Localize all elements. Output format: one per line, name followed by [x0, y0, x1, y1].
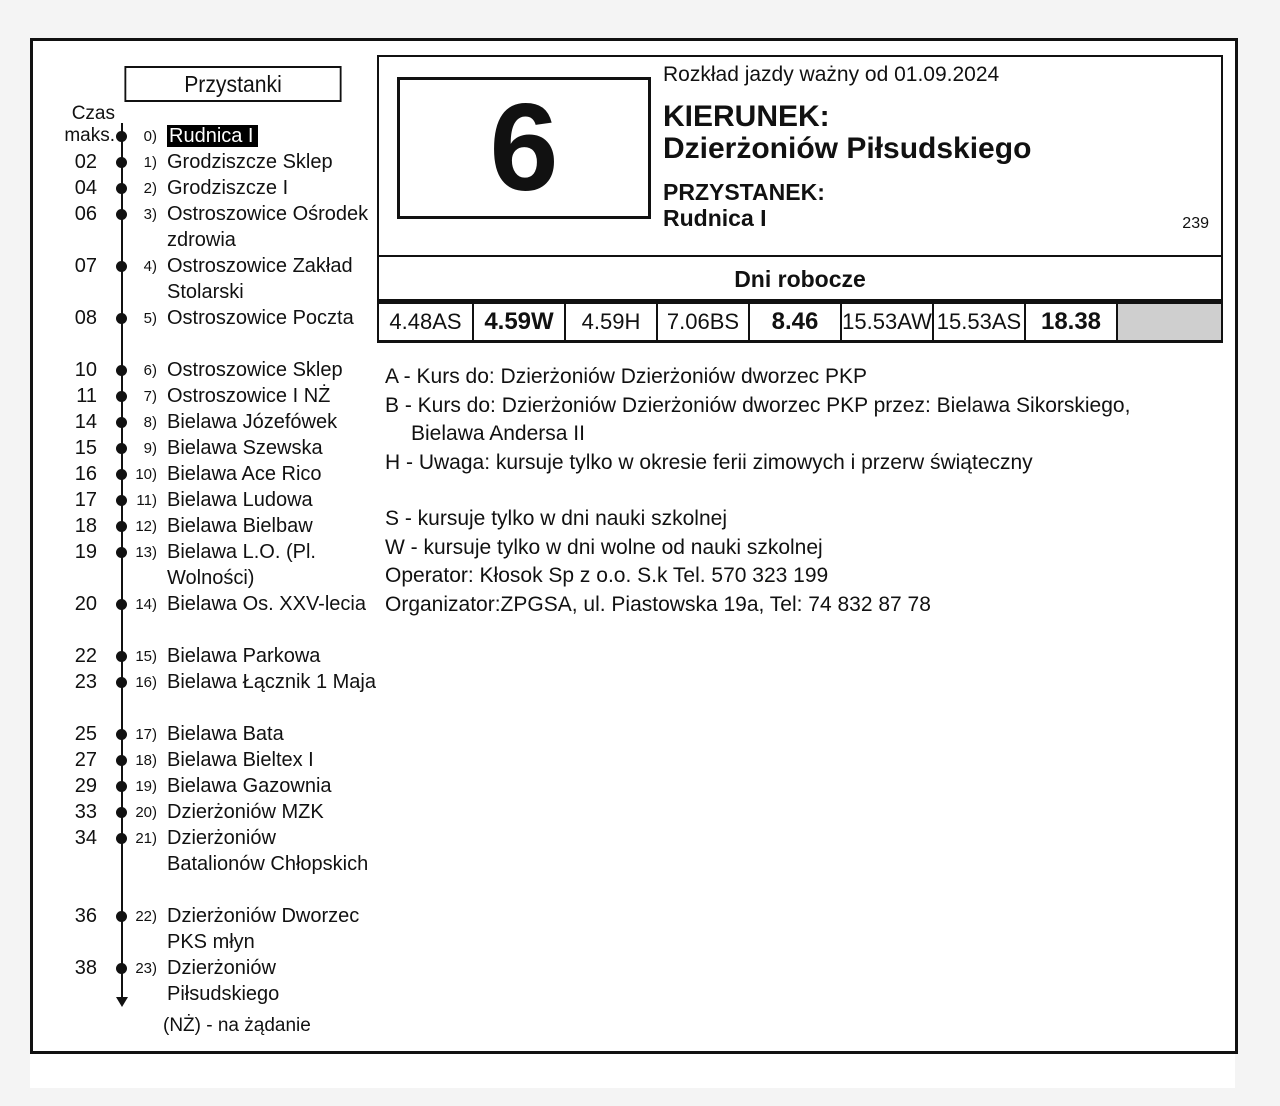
timetable-frame: [30, 38, 1238, 1054]
departure-time: 7.06BS: [658, 304, 750, 340]
stop-number: 1): [143, 154, 157, 171]
stop-time: 10: [74, 359, 97, 381]
departure-empty-cell: [1118, 304, 1221, 340]
stop-time: 04: [74, 177, 97, 199]
stop-name: Ostroszowice Ośrodek zdrowia: [167, 203, 369, 251]
stop-number: 21): [135, 830, 157, 847]
stop-time: 18: [74, 515, 97, 537]
direction-value: Dzierżoniów Piłsudskiego: [663, 132, 1032, 165]
stop-number: 6): [143, 362, 157, 379]
stop-name: Bielawa Łącznik 1 Maja: [167, 671, 376, 693]
stop-number: 23): [135, 960, 157, 977]
note-a: A - Kurs do: Dzierżoniów Dzierżoniów dworzec PKP: [385, 365, 868, 388]
stop-name: Ostroszowice Poczta: [167, 307, 354, 329]
stop-name: Dzierżoniów Dworzec PKS młyn: [167, 905, 360, 953]
stop-name: Bielawa Józefówek: [167, 411, 338, 433]
day-type: Dni robocze: [377, 257, 1223, 301]
max-time-label-line1: Czas: [71, 103, 115, 124]
stop-dot-icon: [116, 911, 127, 922]
departure-time: 18.38: [1026, 304, 1118, 340]
note-w: W - kursuje tylko w dni wolne od nauki szkolnej: [385, 535, 823, 559]
stop-number: 20): [135, 804, 157, 821]
stop-name: Bielawa Bieltex I: [167, 749, 314, 771]
notes-gap: [385, 477, 1215, 505]
stop-dot-icon: [116, 781, 127, 792]
stop-dot-icon: [116, 963, 127, 974]
departure-time: 4.48AS: [379, 304, 474, 340]
stops-header: Przystanki: [124, 66, 341, 102]
stop-time: 23: [74, 671, 97, 693]
note-b: B - Kurs do: Dzierżoniów Dzierżoniów dworzec PKP przez: Bielawa Sikorskiego,: [385, 393, 1131, 417]
stop-dot-icon: [116, 729, 127, 740]
operator-info: Operator: Kłosok Sp z o.o. S.k Tel. 570 323 199: [385, 564, 829, 587]
stop-time: 38: [74, 957, 97, 979]
stop-time: 16: [74, 463, 97, 485]
stop-number: 8): [143, 414, 157, 431]
stop-dot-icon: [116, 417, 127, 428]
stop-number: 12): [135, 518, 157, 535]
stop-dot-icon: [116, 157, 127, 168]
stop-name: Grodziszcze I: [167, 177, 289, 199]
valid-from: Rozkład jazdy ważny od 01.09.2024: [663, 63, 1000, 86]
timetable-header: [377, 55, 1223, 257]
stop-name: Dzierżoniów Batalionów Chłopskich: [167, 827, 369, 875]
stop-time: 15: [74, 437, 97, 459]
departure-time: 8.46: [750, 304, 842, 340]
stop-dot-icon: [116, 313, 127, 324]
stop-name: Bielawa Ludowa: [167, 489, 313, 511]
stop-time: 34: [74, 827, 97, 849]
stop-number: 11): [136, 492, 157, 509]
stop-name: Ostroszowice Zakład Stolarski: [167, 255, 353, 303]
stop-number: 10): [135, 466, 157, 483]
departure-time: 4.59W: [474, 304, 566, 340]
note-h: H - Uwaga: kursuje tylko w okresie ferii zimowych i przerw świąteczny: [385, 450, 1033, 474]
departures-row: [377, 301, 1223, 343]
line-number: 6: [397, 77, 651, 219]
stop-dot-icon: [116, 547, 127, 558]
stop-number: 13): [135, 544, 157, 561]
departure-time: 4.59H: [566, 304, 658, 340]
stop-name: Bielawa Bielbaw: [167, 515, 313, 537]
route-line: [121, 123, 123, 1003]
stop-time: 14: [74, 411, 97, 433]
stop-name: Bielawa L.O. (Pl. Wolności): [167, 541, 316, 589]
stop-time: 29: [74, 775, 97, 797]
route-arrow-icon: [116, 997, 128, 1007]
stop-name: Rudnica I: [167, 125, 258, 147]
stop-time: 25: [74, 723, 97, 745]
stop-dot-icon: [116, 495, 127, 506]
direction-label: KIERUNEK:: [663, 100, 830, 133]
notes: [385, 363, 1215, 619]
stop-number: 7): [143, 388, 157, 405]
stop-dot-icon: [116, 131, 127, 142]
stop-dot-icon: [116, 651, 127, 662]
stop-name: Bielawa Parkowa: [167, 645, 321, 667]
stop-time: 27: [74, 749, 97, 771]
stop-dot-icon: [116, 443, 127, 454]
max-time-label: [55, 103, 115, 147]
stop-time: 17: [74, 489, 97, 511]
stop-label: PRZYSTANEK:: [663, 179, 825, 205]
stop-dot-icon: [116, 833, 127, 844]
stop-name: Dzierżoniów Piłsudskiego: [167, 957, 280, 1005]
stop-time: 36: [74, 905, 97, 927]
note-s: S - kursuje tylko w dni nauki szkolnej: [385, 507, 727, 530]
stop-dot-icon: [116, 677, 127, 688]
stop-time: 08: [74, 307, 97, 329]
stop-time: 07: [74, 255, 97, 277]
max-time-label-line2: maks.: [64, 125, 115, 146]
stop-number: 17): [135, 726, 157, 743]
stop-name: Bielawa Bata: [167, 723, 284, 745]
stop-time: 06: [74, 203, 97, 225]
stop-name: Dzierżoniów MZK: [167, 801, 324, 823]
stop-dot-icon: [116, 261, 127, 272]
stop-value: Rudnica I: [663, 205, 767, 231]
stop-time: 33: [74, 801, 97, 823]
stop-number: 3): [143, 206, 157, 223]
timetable-page: [30, 38, 1235, 1088]
stop-dot-icon: [116, 807, 127, 818]
stop-number: 4): [143, 258, 157, 275]
stop-dot-icon: [116, 599, 127, 610]
stop-name: Ostroszowice I NŻ: [167, 385, 331, 407]
stop-name: Grodziszcze Sklep: [167, 151, 333, 173]
stop-number: 2): [143, 180, 157, 197]
stop-number: 18): [135, 752, 157, 769]
stop-name: Bielawa Szewska: [167, 437, 323, 459]
stop-number: 15): [135, 648, 157, 665]
stop-dot-icon: [116, 209, 127, 220]
stop-number: 5): [143, 310, 157, 327]
stop-number: 19): [135, 778, 157, 795]
stop-dot-icon: [116, 365, 127, 376]
departure-time: 15.53AS: [934, 304, 1026, 340]
stop-dot-icon: [116, 183, 127, 194]
note-b-continued: Bielawa Andersa II: [411, 422, 585, 445]
stop-number: 22): [135, 908, 157, 925]
timetable-code: 239: [1182, 215, 1209, 232]
stop-dot-icon: [116, 391, 127, 402]
stop-time: 19: [74, 541, 97, 563]
stop-time: 20: [74, 593, 97, 615]
stop-dot-icon: [116, 521, 127, 532]
stop-number: 14): [135, 596, 157, 613]
stop-dot-icon: [116, 469, 127, 480]
stop-number: 9): [143, 440, 157, 457]
on-request-note: (NŻ) - na żądanie: [163, 1015, 311, 1036]
stop-number: 0): [143, 128, 157, 145]
departure-time: 15.53AW: [842, 304, 934, 340]
stop-time: 22: [74, 645, 97, 667]
stop-time: 11: [76, 385, 97, 407]
stop-time: 02: [74, 151, 97, 173]
stop-number: 16): [135, 674, 157, 691]
stop-name: Bielawa Os. XXV-lecia: [167, 593, 366, 615]
stop-name: Ostroszowice Sklep: [167, 359, 343, 381]
stop-name: Bielawa Gazownia: [167, 775, 332, 797]
stop-dot-icon: [116, 755, 127, 766]
organizer-info: Organizator:ZPGSA, ul. Piastowska 19a, Tel: 74 832 87 78: [385, 592, 931, 616]
stop-name: Bielawa Ace Rico: [167, 463, 322, 485]
